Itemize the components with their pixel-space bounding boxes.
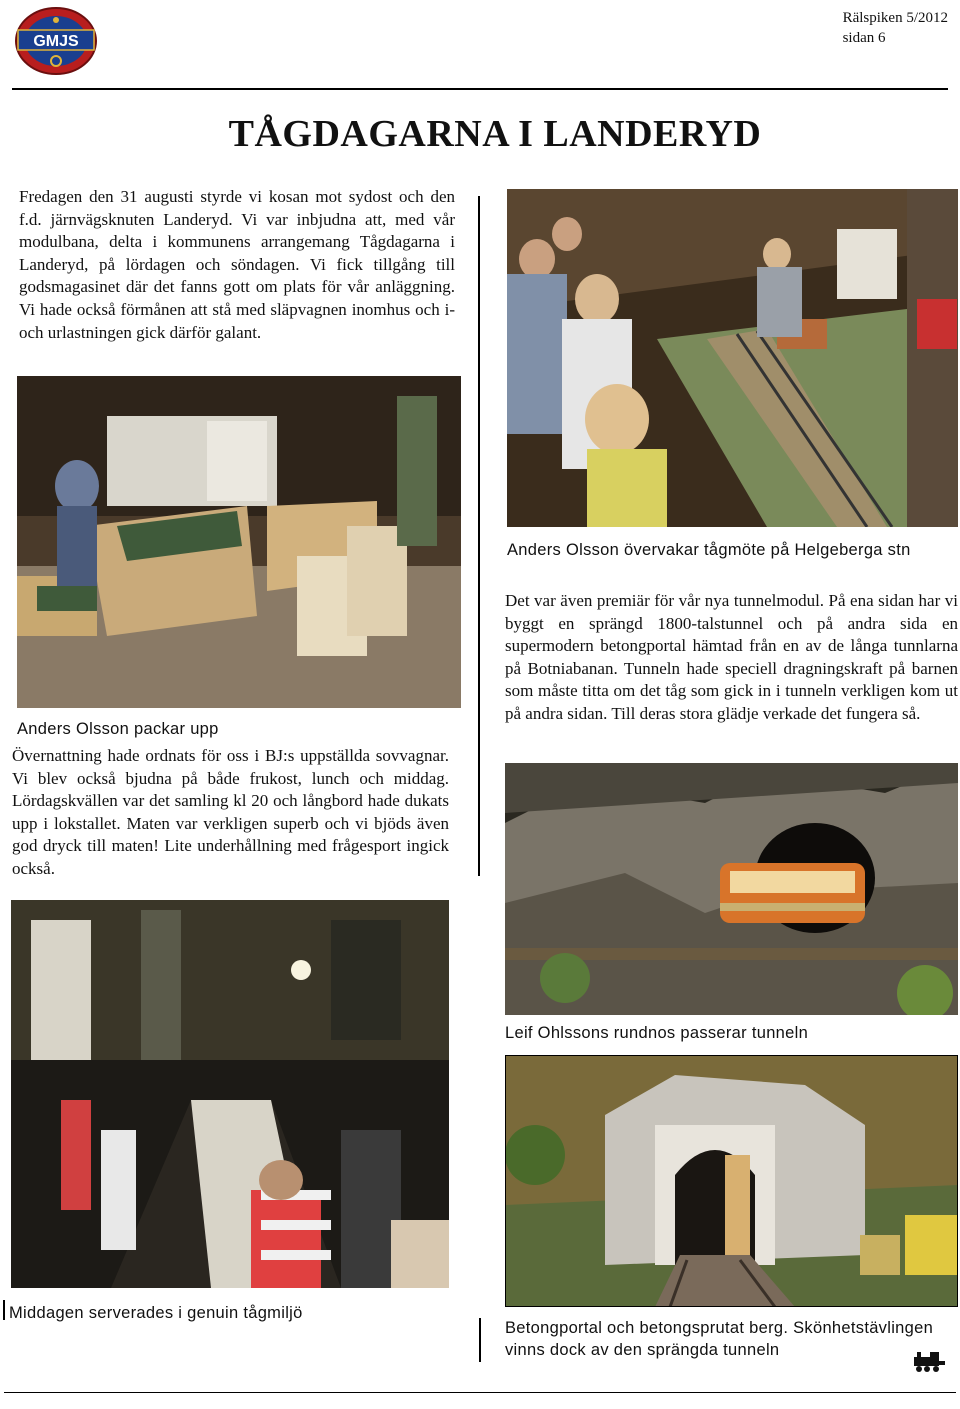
issue-info bbox=[843, 8, 948, 48]
caption-portal-line1: Betongportal och betongsprutat berg. Skönhetstävlingen bbox=[505, 1319, 934, 1337]
logo-text: GMJS bbox=[33, 33, 79, 50]
page-number: sidan 6 bbox=[842, 30, 886, 46]
caption-railcar: Leif Ohlssons rundnos passerar tunneln bbox=[505, 1024, 809, 1042]
header-rule bbox=[12, 88, 948, 90]
caption-packing: Anders Olsson packar upp bbox=[17, 720, 219, 738]
caption-portal-line2: vinns dock av den sprängda tunneln bbox=[505, 1341, 780, 1359]
column-divider-bottom bbox=[479, 1318, 481, 1362]
column-divider-top bbox=[478, 196, 480, 876]
issue-label: Rälspiken 5/2012 bbox=[842, 10, 948, 26]
photo-packing bbox=[17, 376, 461, 708]
overnight-paragraph: Övernattning hade ordnats för oss i BJ:s uppställda sovvagnar. Vi blev också bjudna på både frukost, lunch och middag. Lördagskvällen var det samling kl 20 och långbord hade dukats upp i lokstallet. Maten var verkligen superb och vi bjöds även god dryck till maten! Lite underhållning med frågesport ingick också. bbox=[12, 746, 449, 878]
footer-rule bbox=[4, 1392, 956, 1393]
caption-portal bbox=[505, 1317, 933, 1361]
photo-railcar bbox=[505, 763, 958, 1015]
caption-dinner-mark bbox=[3, 1300, 5, 1320]
caption-dinner: Middagen serverades i genuin tågmiljö bbox=[9, 1304, 303, 1322]
locomotive-icon bbox=[912, 1349, 946, 1373]
article-title: TÅGDAGARNA I LANDERYD bbox=[228, 113, 762, 155]
caption-meeting: Anders Olsson övervakar tågmöte på Helgeberga stn bbox=[507, 541, 911, 559]
intro-paragraph: Fredagen den 31 augusti styrde vi kosan mot sydost och den f.d. järnvägsknuten Landeryd. Vi var inbjudna att, med vår modulbana, delta i kommunens arrangemang Tågdagarna i Landeryd, på lördagen och söndagen. Vi fick tillgång till godsmagasinet där det fanns gott om plats för vår anläggning. Vi hade också förmånen att stå med släpvagnen inomhus och i- och urlastningen gick därför galant. bbox=[19, 187, 455, 342]
tunnel-paragraph: Det var även premiär för vår nya tunnelmodul. På ena sidan har vi byggt en sprängd 1800-talstunnel och på andra sida en supermodern betongportal hämtad från en av de långa tunnlarna på Botniabanan. Tunneln hade speciell dragningskraft på barnen som måste titta om det tåg som gick in i tunneln verkligen kom ut på andra sidan. Till deras stora glädje verkade det fungera så. bbox=[505, 591, 958, 723]
photo-dinner bbox=[11, 900, 449, 1288]
photo-meeting bbox=[507, 189, 958, 527]
portal-frame bbox=[505, 1055, 958, 1307]
club-logo bbox=[12, 5, 100, 77]
